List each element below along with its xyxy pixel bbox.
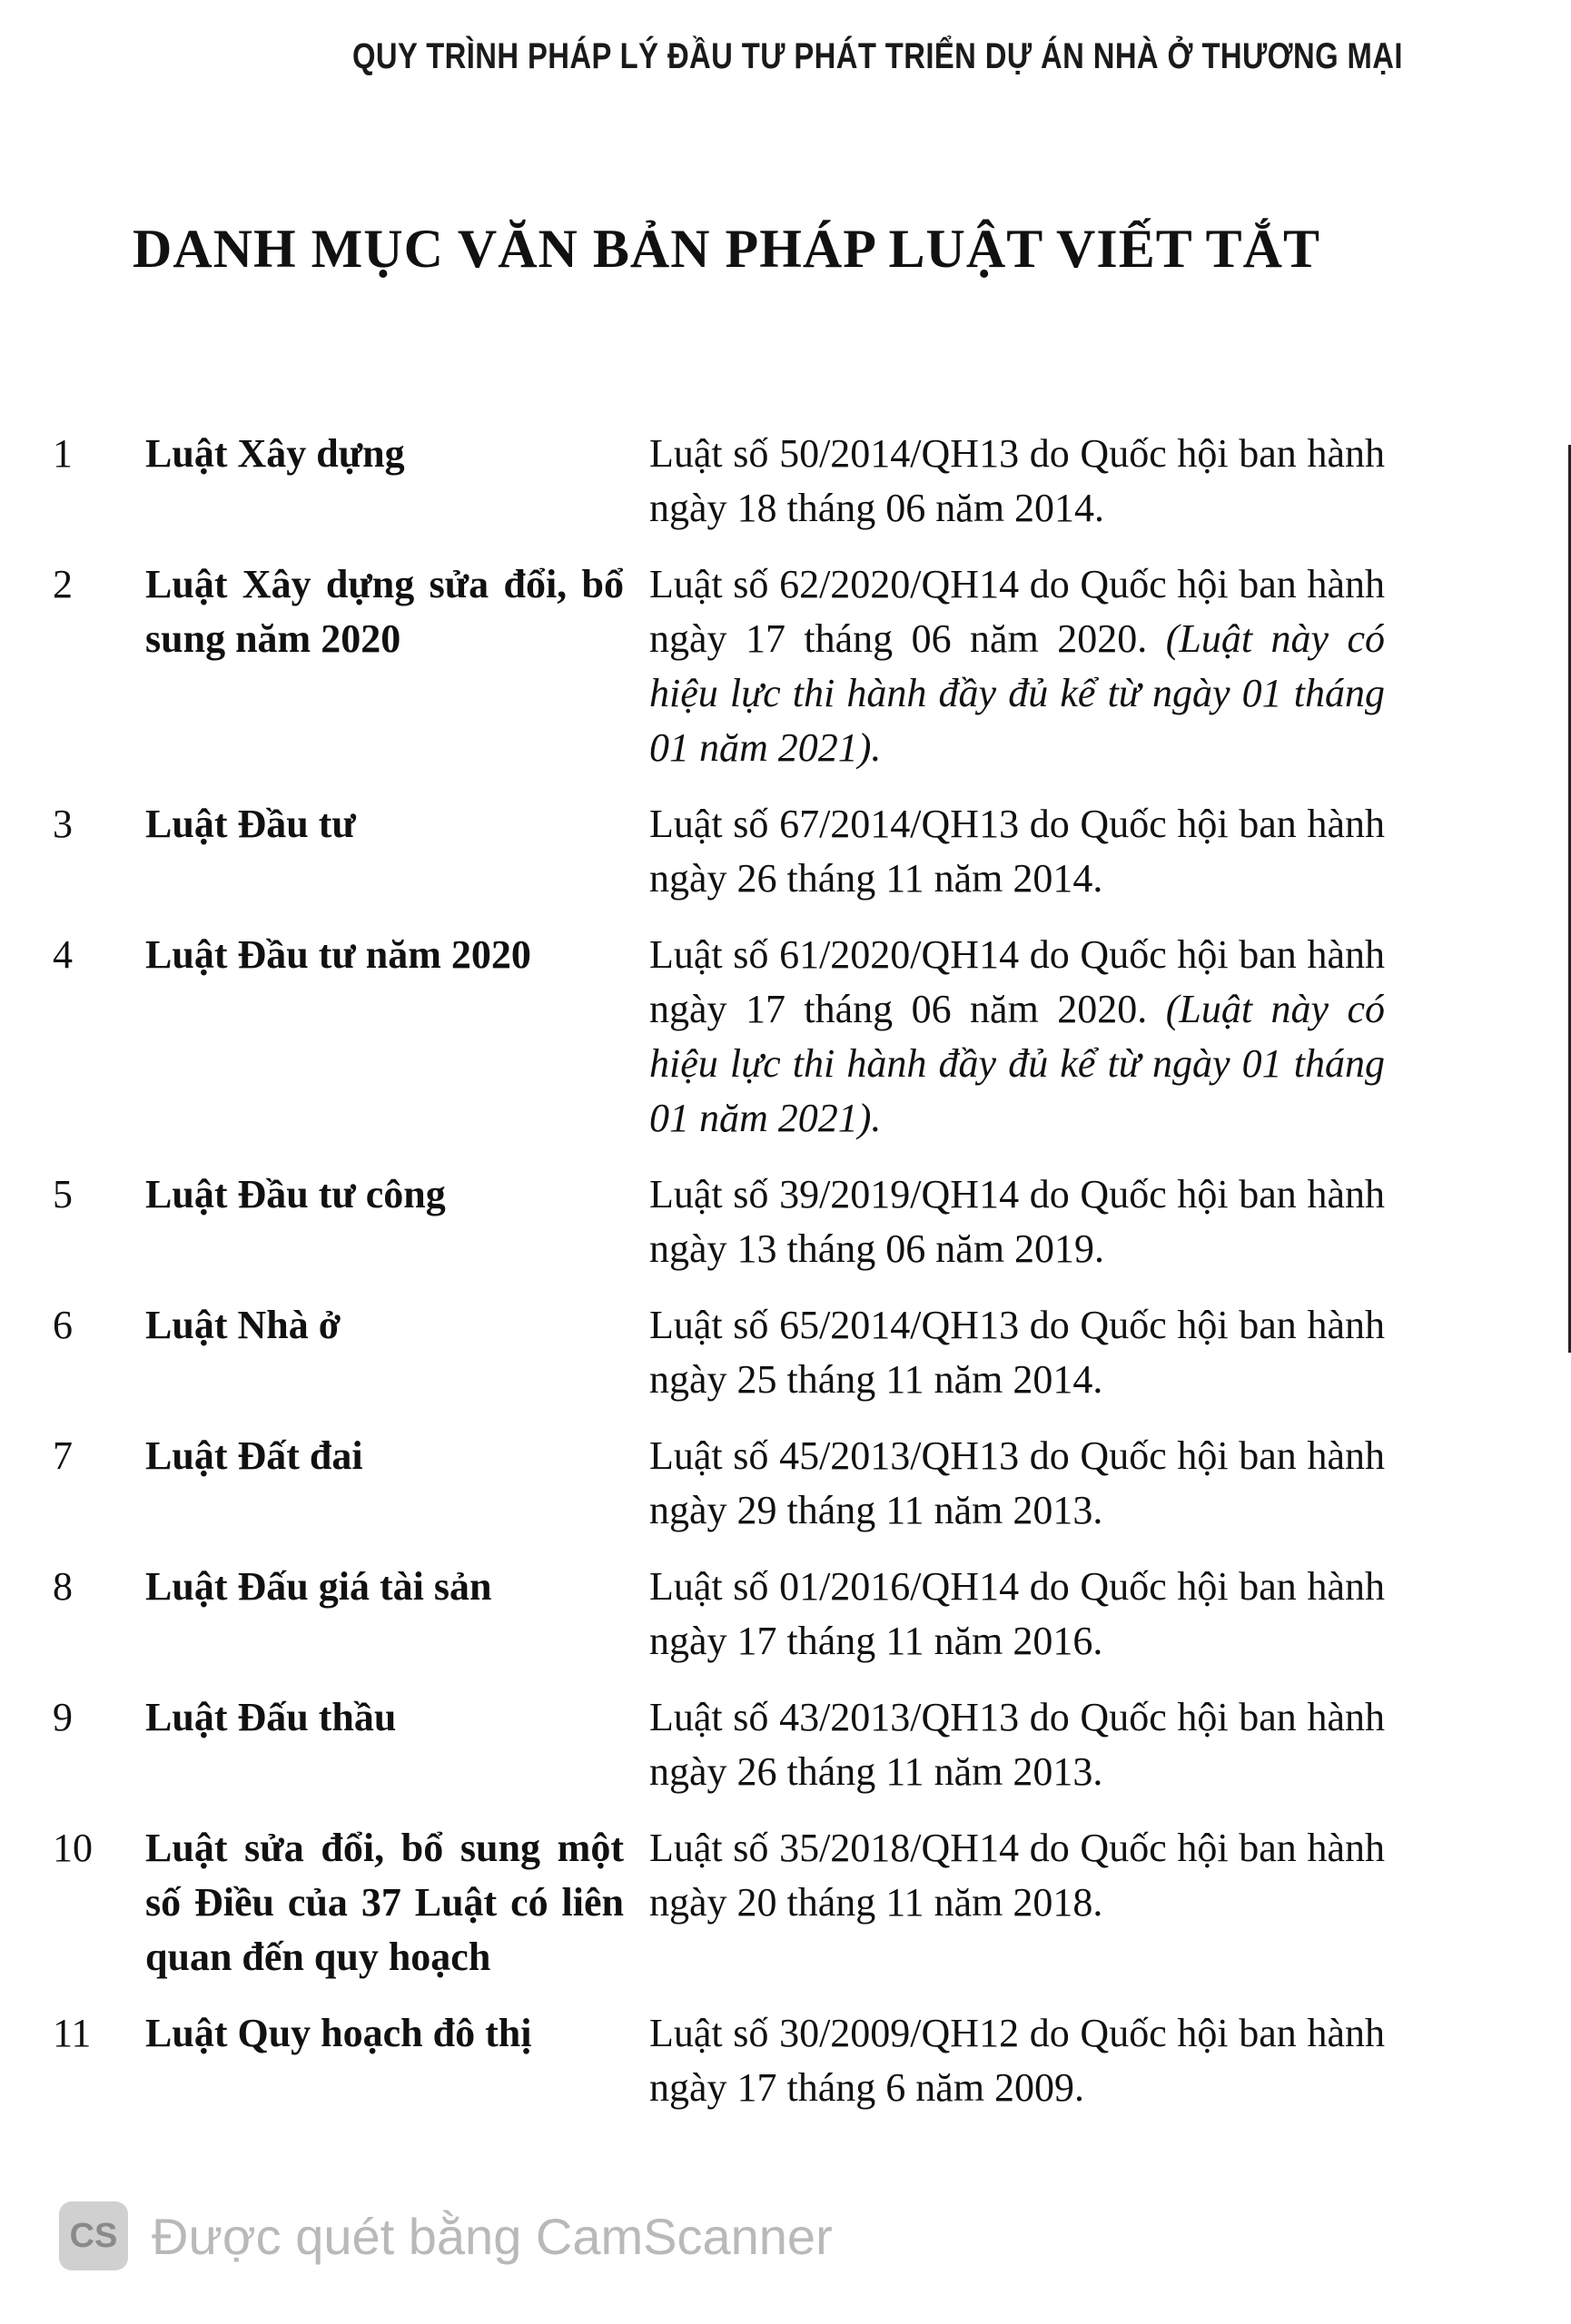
- item-short-name: Luật Đầu tư: [145, 802, 356, 846]
- item-short-name: Luật Xây dựng: [145, 431, 405, 476]
- item-number: 8: [53, 1564, 73, 1609]
- item-number: 10: [53, 1826, 93, 1870]
- item-description: Luật số 65/2014/QH13 do Quốc hội ban hành ngày 25 tháng 11 năm 2014.: [649, 1303, 1385, 1402]
- item-number: 2: [53, 562, 73, 606]
- camscanner-logo-icon: CS: [59, 2201, 128, 2270]
- item-short-name: Luật Đấu giá tài sản: [145, 1564, 492, 1609]
- item-short-name: Luật Quy hoạch đô thị: [145, 2011, 532, 2055]
- abbreviation-list: [0, 427, 1453, 2115]
- item-note: (Luật này có hiệu lực thi hành đầy đủ kể từ ngày 01 tháng 01 năm 2021).: [649, 987, 1386, 1140]
- running-header: QUY TRÌNH PHÁP LÝ ĐẦU TƯ PHÁT TRIỂN DỰ ÁN NHÀ Ở THƯƠNG MẠI: [352, 36, 1403, 76]
- item-description: Luật số 45/2013/QH13 do Quốc hội ban hành ngày 29 tháng 11 năm 2013.: [649, 1433, 1385, 1532]
- camscanner-watermark: [59, 2201, 833, 2270]
- list-item: [0, 427, 1453, 536]
- list-item: [0, 928, 1453, 1146]
- item-number: 4: [53, 932, 73, 977]
- list-item: [0, 1821, 1453, 1984]
- item-number: 5: [53, 1172, 73, 1216]
- item-short-name: Luật Đầu tư công: [145, 1172, 446, 1216]
- item-note: (Luật này có hiệu lực thi hành đầy đủ kể từ ngày 01 tháng 01 năm 2021).: [649, 616, 1386, 770]
- item-short-name: Luật sửa đổi, bổ sung một số Điều của 37 Luật có liên quan đến quy hoạch: [145, 1826, 624, 1979]
- list-item: [0, 1298, 1453, 1407]
- item-number: 7: [53, 1433, 73, 1478]
- watermark-text: Được quét bằng CamScanner: [152, 2207, 833, 2265]
- item-short-name: Luật Đầu tư năm 2020: [145, 932, 531, 977]
- page-title: DANH MỤC VĂN BẢN PHÁP LUẬT VIẾT TẮT: [133, 219, 1320, 279]
- list-item: [0, 1690, 1453, 1799]
- item-number: 6: [53, 1303, 73, 1347]
- item-number: 11: [53, 2011, 92, 2055]
- item-description: Luật số 43/2013/QH13 do Quốc hội ban hành ngày 26 tháng 11 năm 2013.: [649, 1695, 1385, 1794]
- list-item: [0, 797, 1453, 906]
- item-short-name: Luật Nhà ở: [145, 1303, 341, 1347]
- list-item: [0, 1560, 1453, 1669]
- item-description: Luật số 30/2009/QH12 do Quốc hội ban hành ngày 17 tháng 6 năm 2009.: [649, 2011, 1385, 2110]
- list-item: [0, 557, 1453, 775]
- item-short-name: Luật Đấu thầu: [145, 1695, 397, 1739]
- item-short-name: Luật Xây dựng sửa đổi, bổ sung năm 2020: [145, 562, 624, 661]
- item-number: 9: [53, 1695, 73, 1739]
- item-description: Luật số 01/2016/QH14 do Quốc hội ban hành ngày 17 tháng 11 năm 2016.: [649, 1564, 1385, 1663]
- item-description: Luật số 39/2019/QH14 do Quốc hội ban hành ngày 13 tháng 06 năm 2019.: [649, 1172, 1385, 1271]
- item-number: 3: [53, 802, 73, 846]
- item-description: Luật số 35/2018/QH14 do Quốc hội ban hành ngày 20 tháng 11 năm 2018.: [649, 1826, 1385, 1925]
- item-description: Luật số 67/2014/QH13 do Quốc hội ban hành ngày 26 tháng 11 năm 2014.: [649, 802, 1385, 901]
- list-item: [0, 2006, 1453, 2115]
- item-number: 1: [53, 431, 73, 476]
- item-description: Luật số 62/2020/QH14 do Quốc hội ban hành ngày 17 tháng 06 năm 2020. (Luật này có hiệu lực thi hành đầy đủ kể từ ngày 01 tháng 01 năm 2021).: [649, 562, 1386, 770]
- list-item: [0, 1429, 1453, 1538]
- item-description: Luật số 61/2020/QH14 do Quốc hội ban hành ngày 17 tháng 06 năm 2020. (Luật này có hiệu lực thi hành đầy đủ kể từ ngày 01 tháng 01 năm 2021).: [649, 932, 1386, 1140]
- list-item: [0, 1167, 1453, 1276]
- item-description: Luật số 50/2014/QH13 do Quốc hội ban hành ngày 18 tháng 06 năm 2014.: [649, 431, 1385, 530]
- item-short-name: Luật Đất đai: [145, 1433, 363, 1478]
